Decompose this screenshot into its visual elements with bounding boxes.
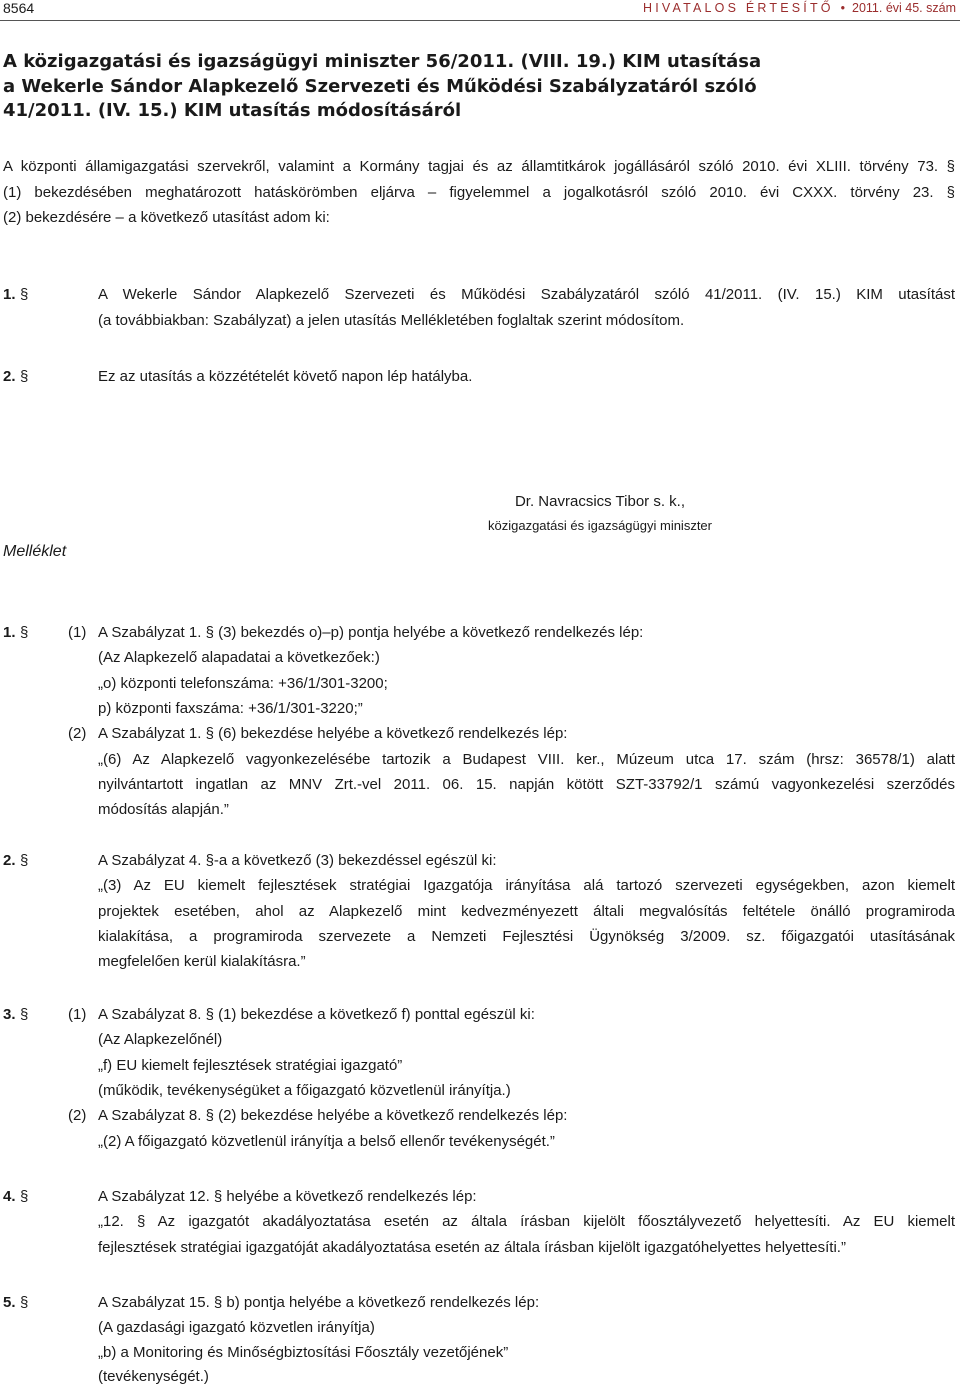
annex-line: A Szabályzat 8. § (1) bekezdése a következő f) ponttal egészül ki:	[98, 1006, 535, 1023]
annex-line: „12. § Az igazgatót akadályoztatása esetén az általa írásban kijelölt főosztályvezető helyettesíti. Az EU kiemelt	[98, 1213, 955, 1230]
title-line: a Wekerle Sándor Alapkezelő Szervezeti és Működési Szabályzatáról szóló	[3, 75, 757, 97]
annex-line: A Szabályzat 15. § b) pontja helyébe a következő rendelkezés lép:	[98, 1294, 540, 1311]
section-body	[98, 282, 955, 333]
annex-line: „(2) A főigazgató közvetlenül irányítja a belső ellenőr tevékenységét.”	[98, 1133, 555, 1150]
annex-line: „(6) Az Alapkezelő vagyonkezelésébe tartozik a Budapest VIII. ker., Múzeum utca 17. szám (hrsz: 36578/1) alatt	[98, 751, 955, 768]
annex-item-4	[3, 1184, 955, 1264]
journal-issue	[643, 0, 956, 16]
header-rule	[0, 20, 960, 21]
preamble-line: (1) bekezdésében meghatározott hatáskörömben eljárva – figyelemmel a jogalkotásról szóló 2010. évi CXXX. törvény 23. §	[3, 183, 955, 201]
annex-item-1	[3, 620, 955, 830]
journal-name: HIVATALOS ÉRTESÍTŐ	[642, 1, 834, 15]
section-line: A Wekerle Sándor Alapkezelő Szervezeti és Működési Szabályzatáról szóló 41/2011. (IV. 15.) KIM utasítást	[98, 286, 955, 303]
section-number: 2.	[3, 368, 16, 385]
subsection-label: (2)	[68, 725, 87, 742]
section-body	[98, 364, 955, 390]
annex-line: projektek esetében, ahol az Alapkezelő mint kedvezményezett általi megvalósítás feltétele önálló programiroda	[98, 903, 955, 920]
annex-line: fejlesztések stratégiai igazgatóját akadályoztatása esetén az általa írásban kijelölt igazgatóhelyettes helyettesíti.”	[98, 1239, 846, 1256]
annex-line: kialakítása, a programiroda szervezete a Nemzeti Fejlesztési Ügynökség 3/2009. sz. főigazgatói utasításának	[98, 928, 955, 945]
signatory-suffix: s. k.,	[649, 493, 686, 510]
annex-line: A Szabályzat 12. § helyébe a következő rendelkezés lép:	[98, 1188, 477, 1205]
annex-line: nyilvántartott ingatlan az MNV Zrt.-vel 2011. 06. 15. napján kötött SZT-33792/1 számú vagyonkezelési szerződés	[98, 776, 955, 793]
annex-line: p) központi faxszáma: +36/1/301-3220;”	[98, 700, 363, 717]
annex-line: A Szabályzat 1. § (3) bekezdés o)–p) pontja helyébe a következő rendelkezés lép:	[98, 624, 644, 641]
annex-item-3	[3, 1002, 955, 1162]
paragraph-sign: §	[20, 1006, 29, 1023]
signatory-role: közigazgatási és igazságügyi miniszter	[488, 518, 712, 533]
paragraph-sign: §	[20, 624, 29, 641]
signature-name	[240, 493, 960, 510]
section-1	[3, 282, 955, 334]
section-2	[3, 364, 955, 390]
page-number: 8564	[3, 0, 35, 16]
issue-number: 2011. évi 45. szám	[852, 1, 956, 15]
preamble-line: (2) bekezdésére – a következő utasítást adom ki:	[3, 209, 330, 226]
annex-line: A Szabályzat 4. §-a a következő (3) bekezdéssel egészül ki:	[98, 852, 497, 869]
paragraph-sign: §	[20, 852, 29, 869]
section-line: (a továbbiakban: Szabályzat) a jelen utasítás Mellékletében foglaltak szerint módosítom.	[98, 311, 685, 329]
annex-item-number: 1.	[3, 624, 16, 641]
section-line: Ez az utasítás a közzétételét követő napon lép hatályba.	[98, 368, 473, 385]
annex-line: (A gazdasági igazgató közvetlen irányítja)	[98, 1319, 375, 1336]
paragraph-sign: §	[20, 1188, 29, 1205]
annex-line: „o) központi telefonszáma: +36/1/301-3200;	[98, 675, 388, 692]
document-title	[3, 50, 933, 124]
annex-item-number: 4.	[3, 1188, 16, 1205]
annex-line: (tevékenységét.)	[98, 1368, 209, 1385]
annex-title: Melléklet	[3, 543, 67, 560]
annex-line: „(3) Az EU kiemelt fejlesztések stratégiai Igazgatója irányítása alá tartozó szervezeti egységekben, azon kiemelt	[98, 877, 955, 894]
subsection-label: (1)	[68, 624, 87, 641]
subsection-label: (2)	[68, 1107, 87, 1124]
page-header	[0, 0, 960, 16]
annex-line: módosítás alapján.”	[98, 801, 229, 818]
annex-item-number: 3.	[3, 1006, 16, 1023]
annex-item-number: 5.	[3, 1294, 16, 1311]
annex-line: megfelelően kerül kialakításra.”	[98, 953, 306, 970]
annex-line: (Az Alapkezelő alapadatai a következőek:)	[98, 649, 380, 666]
annex-item-number: 2.	[3, 852, 16, 869]
preamble	[3, 154, 955, 231]
signatory-name: Dr. Navracsics Tibor	[514, 493, 650, 510]
section-number: 1.	[3, 286, 16, 303]
annex-line: (Az Alapkezelőnél)	[98, 1031, 223, 1048]
title-line: 41/2011. (IV. 15.) KIM utasítás módosításáról	[3, 100, 462, 121]
annex-item-2	[3, 848, 955, 978]
subsection-label: (1)	[68, 1006, 87, 1023]
annex-line: „f) EU kiemelt fejlesztések stratégiai igazgató”	[98, 1057, 403, 1074]
annex-item-5	[3, 1290, 955, 1390]
bullet-separator: •	[840, 1, 846, 15]
preamble-line: A központi államigazgatási szervekről, valamint a Kormány tagjai és az államtitkárok jogállásáról szóló 2010. évi XLIII. törvény 73. §	[3, 158, 955, 175]
paragraph-sign: §	[20, 368, 29, 385]
paragraph-sign: §	[20, 286, 29, 303]
annex-line: „b) a Monitoring és Minőségbiztosítási Főosztály vezetőjének”	[98, 1344, 509, 1361]
paragraph-sign: §	[20, 1294, 29, 1311]
annex-line: A Szabályzat 8. § (2) bekezdése helyébe a következő rendelkezés lép:	[98, 1107, 568, 1124]
title-line: A közigazgatási és igazságügyi miniszter 56/2011. (VIII. 19.) KIM utasítása	[3, 51, 762, 72]
annex-line: (működik, tevékenységüket a főigazgató közvetlenül irányítja.)	[98, 1082, 511, 1099]
annex-line: A Szabályzat 1. § (6) bekezdése helyébe a következő rendelkezés lép:	[98, 725, 568, 742]
